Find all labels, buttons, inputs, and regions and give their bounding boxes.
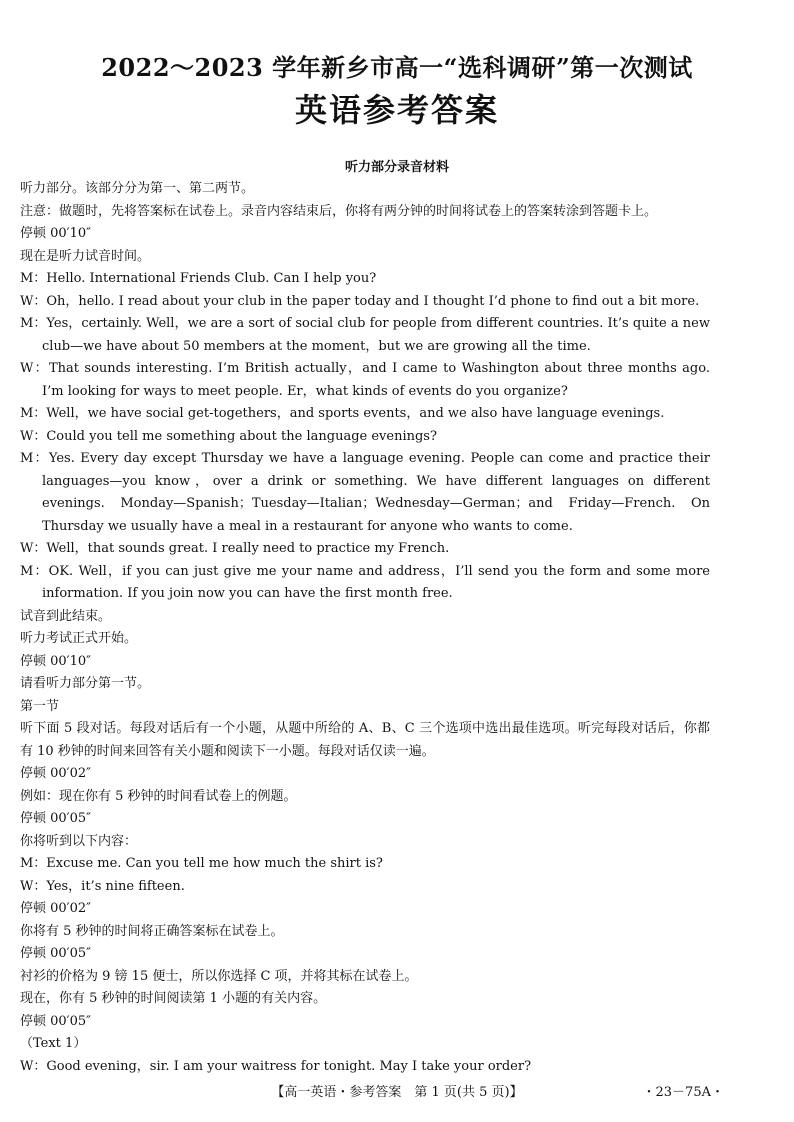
instruction-paragraph: 听下面 5 段对话。每段对话后有一个小题，从题中所给的 A、B、C 三个选项中选出最佳选项。听完每段对话后，你都有 10 秒钟的时间来回答有关小题和阅读下一小题。每段对话仅读一遍。 bbox=[20, 721, 710, 759]
text-line: 衬衫的价格为 9 镑 15 便士，所以你选择 C 项，并将其标在试卷上。 bbox=[20, 968, 418, 984]
text-line: 停顿 00′02″ bbox=[20, 901, 92, 916]
text-label: （Text 1） bbox=[20, 1036, 87, 1051]
transcript-body bbox=[20, 178, 710, 1078]
text-line: 停顿 00′05″ bbox=[20, 946, 92, 961]
dialogue-line: W：Well，that sounds great. I really need to practice my French. bbox=[20, 541, 450, 556]
text-line: 听力考试正式开始。 bbox=[20, 631, 138, 646]
exam-title: 2022～2023 学年新乡市高一“选科调研”第一次测试 bbox=[101, 53, 693, 82]
text-line: 听力部分。该部分分为第一、第二两节。 bbox=[20, 181, 255, 196]
dialogue-line: M：Well，we have social get-togethers，and sports events，and we also have language evenings. bbox=[20, 406, 665, 421]
text-line: 停顿 00′05″ bbox=[20, 1013, 92, 1029]
dialogue-line: W：Yes，it’s nine fifteen. bbox=[20, 878, 185, 894]
text-line: 请看听力部分第一节。 bbox=[20, 676, 151, 691]
text-line: 你将听到以下内容： bbox=[20, 833, 138, 849]
dialogue-line: W：Could you tell me something about the language evenings? bbox=[20, 428, 437, 444]
text-line: 停顿 00′10″ bbox=[20, 226, 92, 241]
dialogue-line: W：That sounds interesting. I’m British actually，and I came to Washington about three months ago. I’m looking for ways to meet people. Er，what kinds of events do you organize? bbox=[20, 361, 710, 399]
dialogue-line: W：Good evening，sir. I am your waitress for tonight. May I take your order? bbox=[20, 1058, 532, 1074]
text-line: 现在是听力试音时间。 bbox=[20, 248, 151, 264]
dialogue-line: M：OK. Well，if you can just give me your name and address，I’ll send you the form and some more information. If you join now you can have the first month free. bbox=[20, 563, 710, 601]
dialogue-line: W：Oh，hello. I read about your club in the paper today and I thought I’d phone to find out a bit more. bbox=[20, 293, 700, 309]
section-heading: 听力部分录音材料 bbox=[344, 160, 449, 175]
footer-code: ・23－75A・ bbox=[642, 1085, 724, 1100]
text-line: 注意：做题时，先将答案标在试卷上。录音内容结束后，你将有两分钟的时间将试卷上的答案转涂到答题卡上。 bbox=[20, 203, 658, 219]
text-line: 停顿 00′10″ bbox=[20, 653, 92, 669]
page-footer bbox=[0, 1082, 794, 1104]
text-line: 第一节 bbox=[20, 698, 60, 714]
document-title: 英语参考答案 bbox=[294, 91, 499, 129]
text-line: 停顿 00′05″ bbox=[20, 811, 92, 826]
footer-page-info: 【高一英语・参考答案 第 1 页(共 5 页)】 bbox=[271, 1085, 523, 1100]
text-line: 停顿 00′02″ bbox=[20, 766, 92, 781]
text-line: 你将有 5 秒钟的时间将正确答案标在试卷上。 bbox=[20, 923, 284, 939]
dialogue-line: M：Yes. Every day except Thursday we have a language evening. People can come and practice their languages—you know，over a drink or something. We have different languages on different evenings. Monday—Spanish；Tuesday—Italian；Wednesday—German；and Friday—French. On Thursday we usually have a meal in a restaurant for anyone who wants to come. bbox=[20, 451, 710, 534]
dialogue-line: M：Hello. International Friends Club. Can I help you? bbox=[20, 271, 377, 286]
text-line: 例如：现在你有 5 秒钟的时间看试卷上的例题。 bbox=[20, 788, 297, 804]
text-line: 现在，你有 5 秒钟的时间阅读第 1 小题的有关内容。 bbox=[20, 991, 327, 1006]
dialogue-line: M：Excuse me. Can you tell me how much the shirt is? bbox=[20, 856, 383, 871]
text-line: 试音到此结束。 bbox=[20, 608, 112, 624]
dialogue-line: M：Yes，certainly. Well，we are a sort of social club for people from different countries. It’s quite a new club—we have about 50 members at the moment，but we are growing all the time. bbox=[20, 316, 710, 354]
